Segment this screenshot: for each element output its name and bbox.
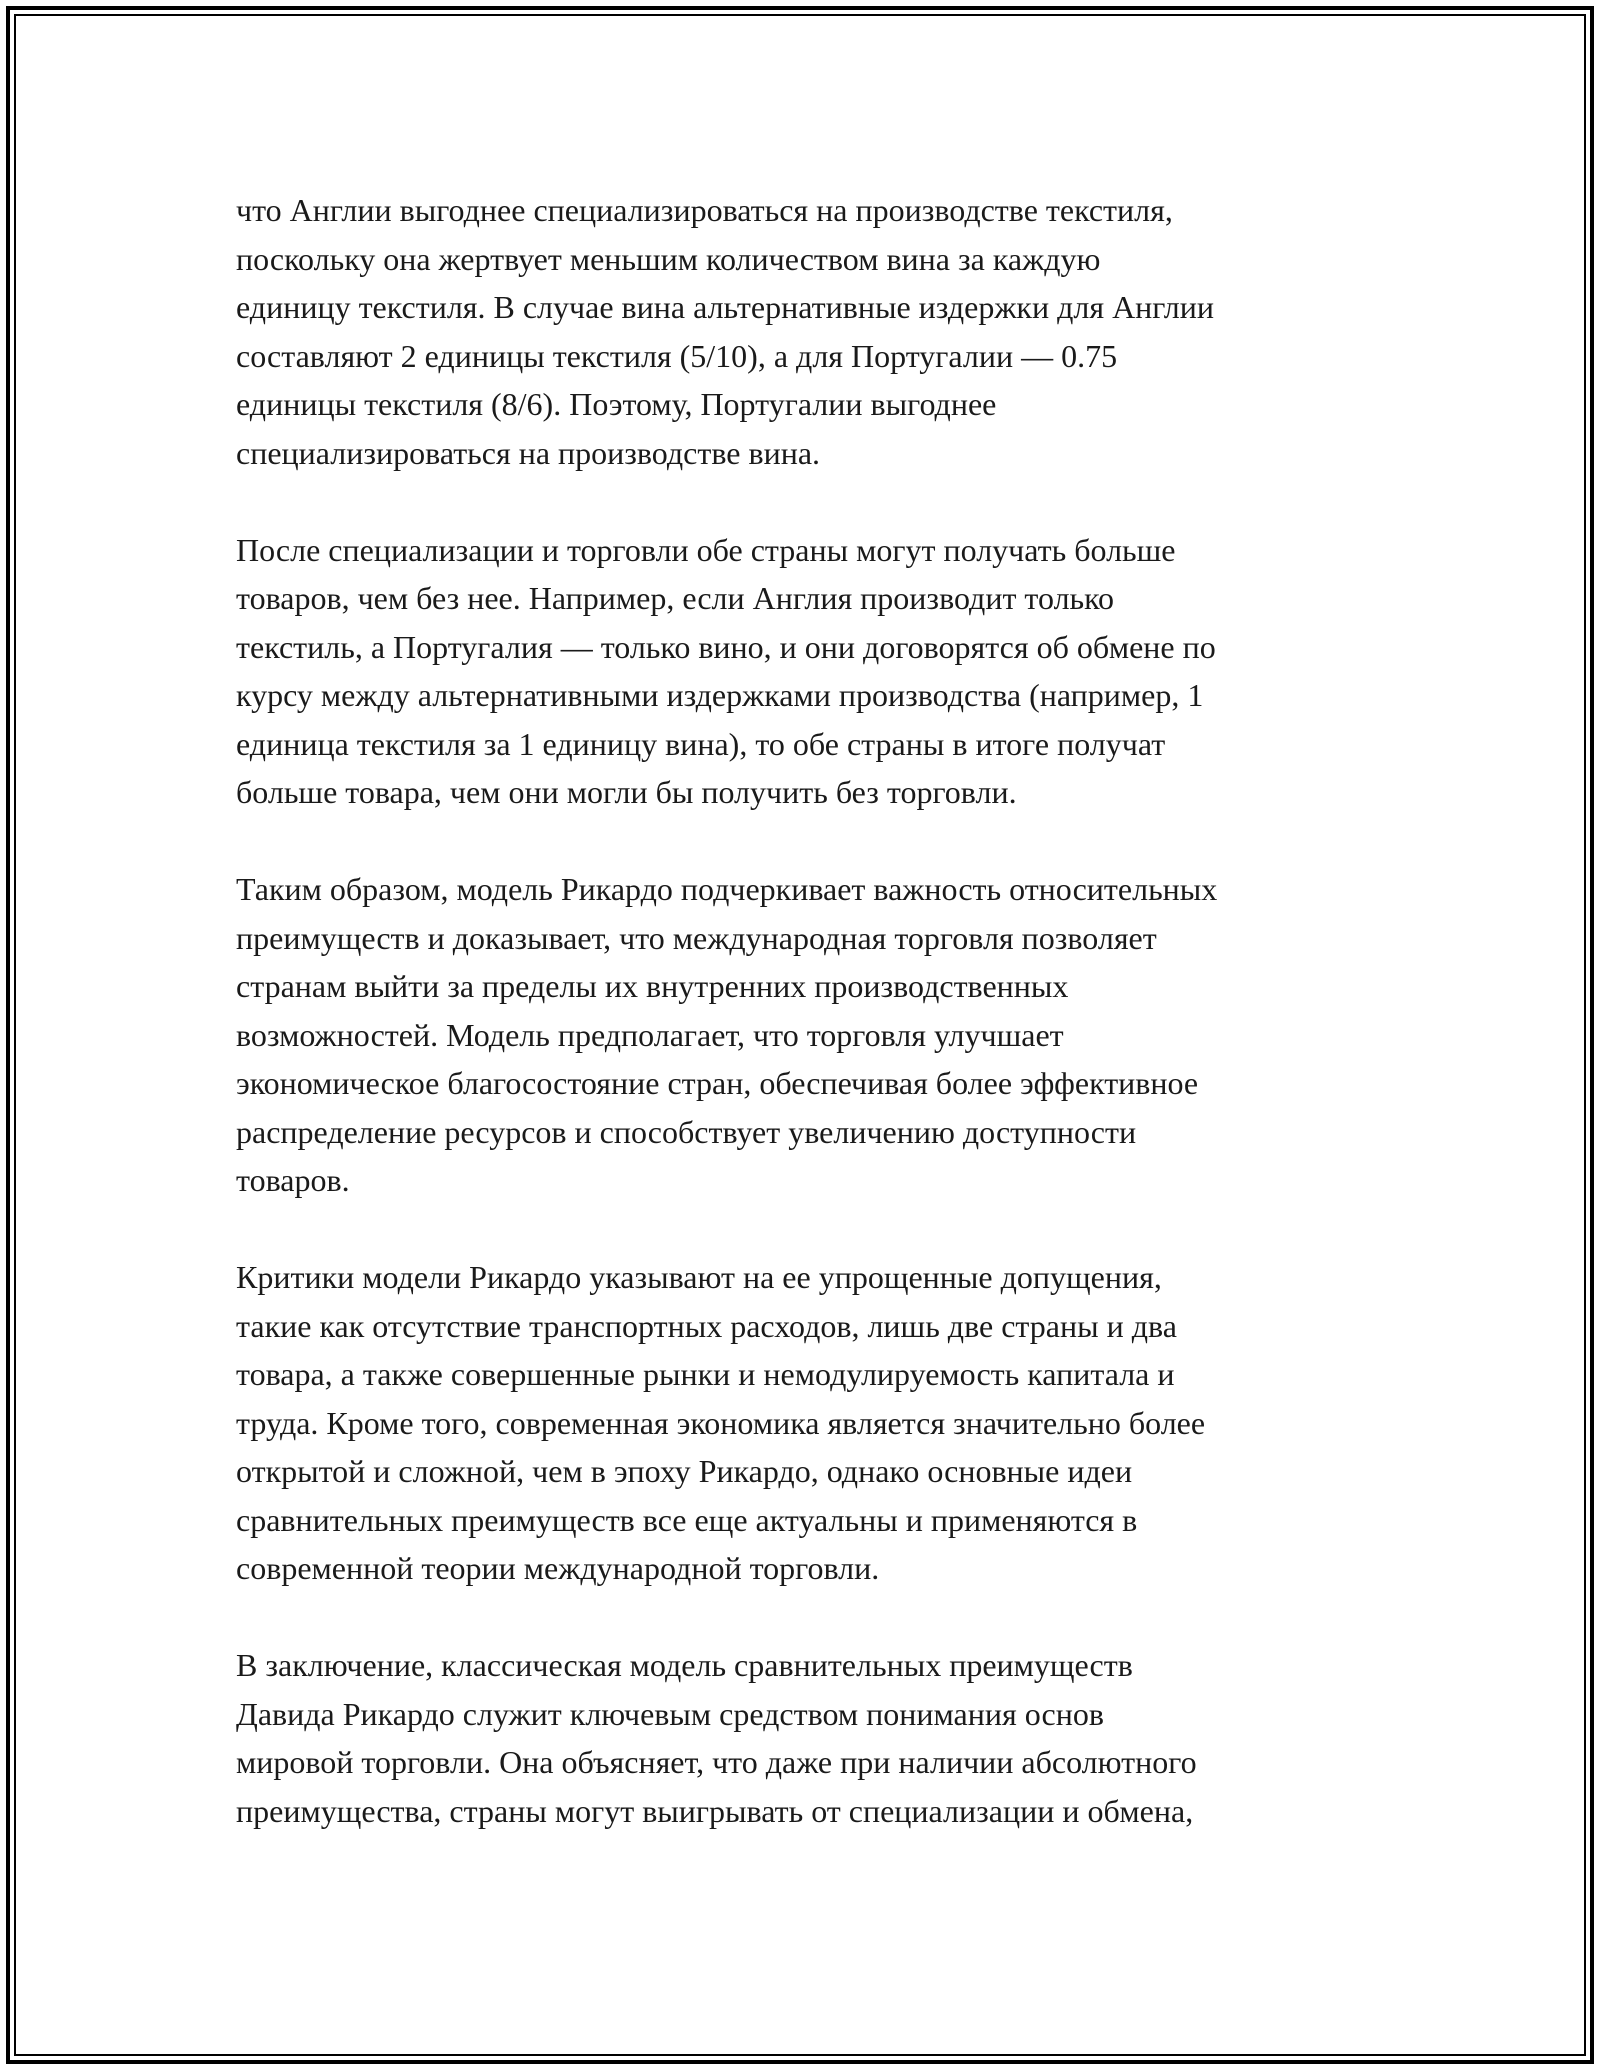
text-line: курсу между альтернативными издержками производства (например, 1	[236, 677, 1204, 713]
text-line: единицу текстиля. В случае вина альтернативные издержки для Англии	[236, 289, 1215, 325]
text-line: товара, а также совершенные рынки и немодулируемость капитала и	[236, 1356, 1175, 1392]
text-line: В заключение, классическая модель сравнительных преимуществ	[236, 1647, 1133, 1683]
text-line: современной теории международной торговли.	[236, 1550, 880, 1586]
text-line: экономическое благосостояние стран, обеспечивая более эффективное	[236, 1065, 1199, 1101]
text-line: специализироваться на производстве вина.	[236, 434, 821, 471]
text-line: что Англии выгоднее специализироваться на производстве текстиля,	[236, 192, 1173, 228]
text-line: Таким образом, модель Рикардо подчеркивает важность относительных	[236, 871, 1218, 907]
text-line: открытой и сложной, чем в эпоху Рикардо, однако основные идеи	[236, 1453, 1133, 1489]
text-line: сравнительных преимуществ все еще актуальны и применяются в	[236, 1501, 1138, 1538]
text-line: После специализации и торговли обе страны могут получать больше	[236, 531, 1176, 568]
text-line: текстиль, а Португалия — только вино, и они договорятся об обмене по	[236, 628, 1216, 665]
paragraph-comparative-costs	[236, 186, 1376, 477]
text-line: единицы текстиля (8/6). Поэтому, Португалии выгоднее	[236, 386, 997, 422]
text-line: преимущества, страны могут выигрывать от специализации и обмена,	[236, 1792, 1194, 1829]
paragraph-model-importance	[236, 865, 1376, 1205]
text-line: Критики модели Рикардо указывают на ее упрощенные допущения,	[236, 1259, 1162, 1295]
text-line: поскольку она жертвует меньшим количеством вина за каждую	[236, 240, 1101, 277]
text-line: товаров.	[236, 1162, 350, 1198]
text-line: единица текстиля за 1 единицу вина), то обе страны в итоге получат	[236, 725, 1166, 762]
document-body	[236, 186, 1376, 1835]
text-line: Давида Рикардо служит ключевым средством понимания основ	[236, 1695, 1104, 1732]
text-line: возможностей. Модель предполагает, что торговля улучшает	[236, 1016, 1064, 1053]
text-line: распределение ресурсов и способствует увеличению доступности	[236, 1113, 1137, 1150]
text-line: такие как отсутствие транспортных расходов, лишь две страны и два	[236, 1307, 1177, 1344]
text-line: преимуществ и доказывает, что международная торговля позволяет	[236, 919, 1157, 956]
paragraph-conclusion	[236, 1641, 1376, 1835]
text-line: товаров, чем без нее. Например, если Англия производит только	[236, 580, 1115, 616]
text-line: больше товара, чем они могли бы получить без торговли.	[236, 774, 1017, 810]
text-line: странам выйти за пределы их внутренних производственных	[236, 968, 1069, 1004]
paragraph-specialization-trade	[236, 526, 1376, 817]
text-line: составляют 2 единицы текстиля (5/10), а для Португалии — 0.75	[236, 337, 1118, 374]
text-line: мировой торговли. Она объясняет, что даже при наличии абсолютного	[236, 1744, 1197, 1780]
paragraph-criticism	[236, 1253, 1376, 1593]
text-line: труда. Кроме того, современная экономика является значительно более	[236, 1404, 1206, 1441]
